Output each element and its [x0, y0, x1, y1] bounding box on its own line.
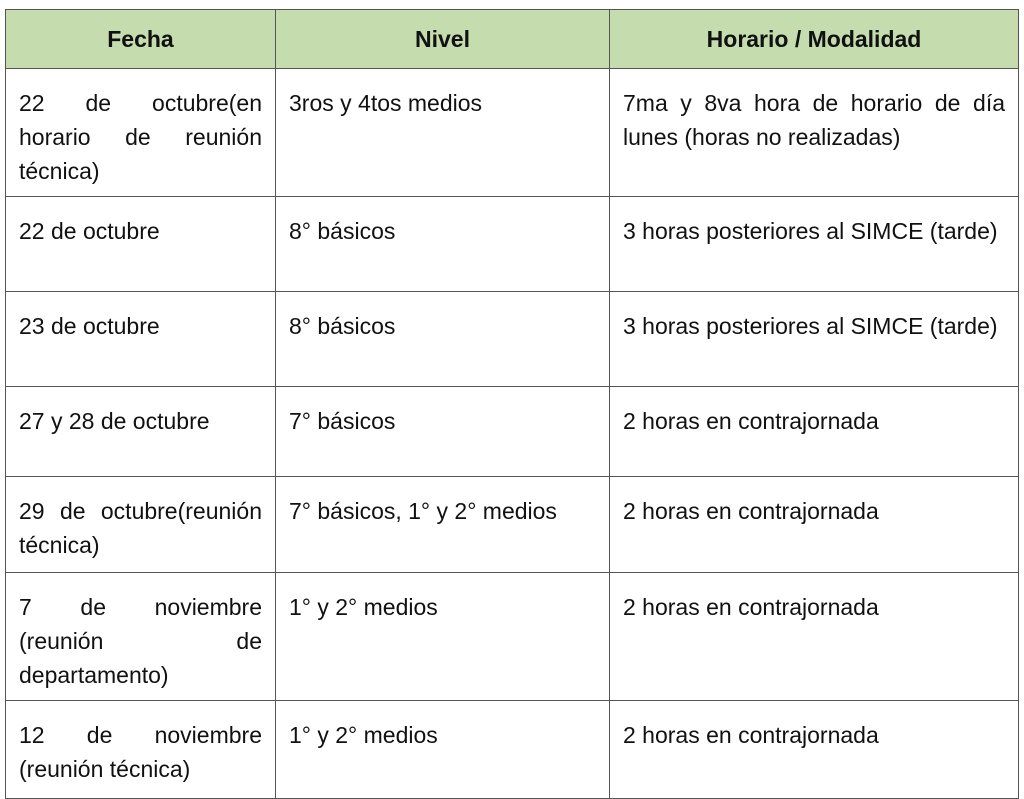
cell-horario: 2 horas en contrajornada: [610, 387, 1019, 477]
cell-fecha: 23 de octubre: [6, 292, 276, 387]
cell-nivel: 7° básicos: [276, 387, 610, 477]
cell-nivel: 3ros y 4tos medios: [276, 69, 610, 197]
cell-fecha: 7 de noviembre (reunión de departamento): [6, 573, 276, 701]
cell-fecha: 22 de octubre: [6, 197, 276, 292]
cell-fecha: 27 y 28 de octubre: [6, 387, 276, 477]
table-header: [6, 10, 1019, 69]
cell-nivel: 8° básicos: [276, 292, 610, 387]
header-row: [6, 10, 1019, 69]
cell-nivel: 1° y 2° medios: [276, 573, 610, 701]
cell-fecha: 22 de octubre(en horario de reunión técnica): [6, 69, 276, 197]
cell-horario: 7ma y 8va hora de horario de día lunes (horas no realizadas): [610, 69, 1019, 197]
table-row: [6, 477, 1019, 573]
schedule-table: [5, 9, 1019, 799]
table-row: [6, 701, 1019, 799]
cell-fecha: 12 de noviembre (reunión técnica): [6, 701, 276, 799]
cell-horario: 2 horas en contrajornada: [610, 701, 1019, 799]
header-fecha: Fecha: [6, 10, 276, 69]
cell-nivel: 8° básicos: [276, 197, 610, 292]
cell-fecha: 29 de octubre(reunión técnica): [6, 477, 276, 573]
header-nivel: Nivel: [276, 10, 610, 69]
cell-nivel: 1° y 2° medios: [276, 701, 610, 799]
cell-nivel: 7° básicos, 1° y 2° medios: [276, 477, 610, 573]
table-body: [6, 69, 1019, 799]
cell-horario: 3 horas posteriores al SIMCE (tarde): [610, 197, 1019, 292]
table-row: [6, 292, 1019, 387]
cell-horario: 2 horas en contrajornada: [610, 477, 1019, 573]
cell-horario: 3 horas posteriores al SIMCE (tarde): [610, 292, 1019, 387]
table-row: [6, 69, 1019, 197]
table-row: [6, 573, 1019, 701]
table-row: [6, 387, 1019, 477]
header-horario: Horario / Modalidad: [610, 10, 1019, 69]
cell-horario: 2 horas en contrajornada: [610, 573, 1019, 701]
table-row: [6, 197, 1019, 292]
